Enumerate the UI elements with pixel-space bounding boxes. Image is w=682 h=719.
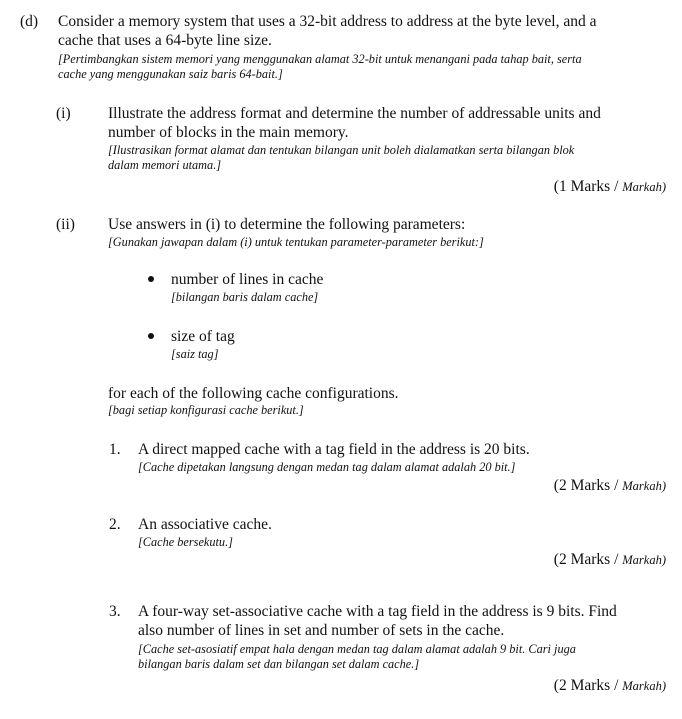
bullet-1-text: number of lines in cache — [171, 271, 324, 288]
item-3-text-line2: also number of lines in set and number of sets in the cache. — [138, 622, 505, 639]
item-3-marks-ms: Markah) — [622, 679, 666, 693]
item-1-text: A direct mapped cache with a tag field in the address is 20 bits. — [138, 441, 530, 458]
bullet-1-translation: [bilangan baris dalam cache] — [171, 290, 319, 304]
bullet-2-dot — [148, 333, 154, 339]
item-3-translation-line1: [Cache set-asosiatif empat hala dengan medan tag dalam alamat adalah 9 bit. Cari juga — [138, 642, 576, 656]
part-ii-text-line1: Use answers in (i) to determine the following parameters: — [108, 216, 466, 233]
bullet-2-translation: [saiz tag] — [171, 347, 219, 361]
item-2-marks-en: (2 Marks / — [553, 551, 623, 568]
item-1-marks-ms: Markah) — [622, 479, 666, 493]
item-3-translation-line2: bilangan baris dalam set dan bilangan set dalam cache.] — [138, 657, 420, 671]
part-ii-translation-line1: [Gunakan jawapan dalam (i) untuk tentukan parameter-parameter berikut:] — [108, 235, 484, 249]
item-1-marks-en: (2 Marks / — [553, 477, 623, 494]
part-i-marks-en: (1 Marks / — [553, 178, 623, 195]
item-2-marks-ms: Markah) — [622, 553, 666, 567]
part-i-marks — [554, 177, 666, 197]
item-3-marks — [554, 676, 666, 696]
item-3-marks-en: (2 Marks / — [553, 677, 623, 694]
item-3-text-line1: A four-way set-associative cache with a tag field in the address is 9 bits. Find — [138, 603, 617, 620]
item-2-text: An associative cache. — [138, 516, 272, 533]
item-2-marks — [554, 550, 666, 570]
item-1-number: 1. — [109, 441, 121, 458]
part-i-translation-line2: dalam memori utama.] — [108, 158, 222, 172]
question-text-line2: cache that uses a 64-byte line size. — [58, 32, 272, 49]
part-i-marks-ms: Markah) — [622, 180, 666, 194]
item-1-marks — [554, 476, 666, 496]
for-each-translation: [bagi setiap konfigurasi cache berikut.] — [108, 403, 304, 417]
bullet-1-dot — [148, 276, 154, 282]
question-label: (d) — [20, 13, 39, 30]
item-3-number: 3. — [109, 603, 121, 620]
question-translation-line2: cache yang menggunakan saiz baris 64-bait.] — [58, 67, 283, 81]
part-i-text-line1: Illustrate the address format and determine the number of addressable units and — [108, 105, 601, 122]
part-ii-label: (ii) — [56, 216, 75, 233]
bullet-2-text: size of tag — [171, 328, 235, 345]
part-i-label: (i) — [56, 105, 71, 122]
item-1-translation: [Cache dipetakan langsung dengan medan tag dalam alamat adalah 20 bit.] — [138, 460, 516, 474]
question-translation-line1: [Pertimbangkan sistem memori yang menggunakan alamat 32-bit untuk menangani pada tahap bait, serta — [58, 52, 582, 66]
part-i-translation-line1: [Ilustrasikan format alamat dan tentukan bilangan unit boleh dialamatkan serta bilangan blok — [108, 143, 575, 157]
question-text-line1: Consider a memory system that uses a 32-bit address to address at the byte level, and a — [58, 13, 597, 30]
for-each-text: for each of the following cache configurations. — [108, 385, 399, 402]
item-2-translation: [Cache bersekutu.] — [138, 535, 233, 549]
part-i-text-line2: number of blocks in the main memory. — [108, 124, 349, 141]
item-2-number: 2. — [109, 516, 121, 533]
